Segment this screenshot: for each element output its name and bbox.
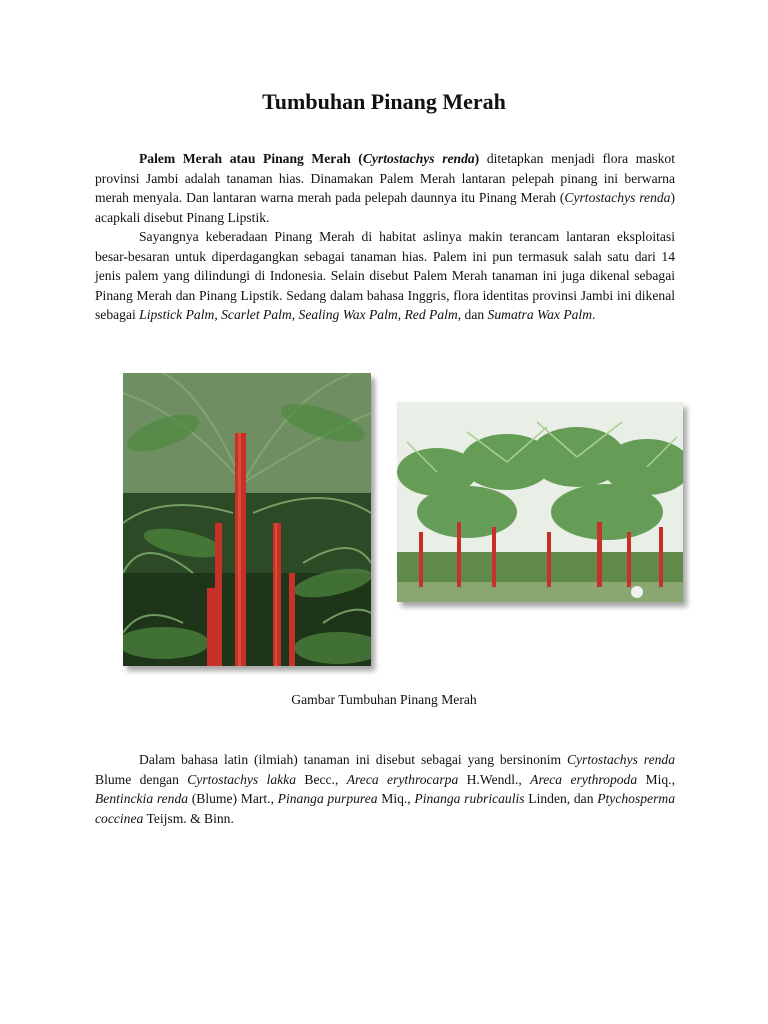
- english-name: Red Palm: [404, 307, 458, 322]
- english-name: Sealing Wax Palm: [298, 307, 398, 322]
- palm-closeup-image: [123, 373, 371, 666]
- lead-bold: Palem Merah atau Pinang Merah (Cyrtostachys renda): [139, 151, 480, 166]
- palm-photo-closeup: [123, 373, 371, 666]
- paragraph-1: Palem Merah atau Pinang Merah (Cyrtostachys renda) ditetapkan menjadi flora maskot provinsi Jambi adalah tanaman hias. Dinamakan Palem Merah lantaran pelepah pinang ini berwarna merah menyala. Dan lantaran warna merah pada pelepah daunnya itu Pinang Merah (Cyrtostachys renda) acapkali disebut Pinang Lipstik.: [95, 151, 675, 225]
- english-name: Scarlet Palm: [221, 307, 292, 322]
- intro-section: [95, 149, 675, 325]
- paragraph-3: Dalam bahasa latin (ilmiah) tanaman ini disebut sebagai yang bersinonim Cyrtostachys renda Blume dengan Cyrtostachys lakka Becc., Areca erythrocarpa H.Wendl., Areca erythropoda Miq., Bentinckia renda (Blume) Mart., Pinanga purpurea Miq., Pinanga rubricaulis Linden, dan Ptychosperma coccinea Teijsm. & Binn.: [95, 752, 676, 826]
- page-title: Tumbuhan Pinang Merah: [262, 89, 506, 114]
- palm-garden-image: [397, 402, 683, 602]
- english-name: Sumatra Wax Palm: [487, 307, 593, 322]
- paragraph-2: Sayangnya keberadaan Pinang Merah di habitat aslinya makin terancam lantaran eksploitasi besar-besaran untuk diperdagangkan sebagai tanaman hias. Palem ini pun termasuk salah satu dari 14 jenis palem yang dilindungi di Indonesia. Selain disebut Palem Merah tanaman ini juga dikenal sebagai Pinang Merah dan Pinang Lipstik. Sedang dalam bahasa Inggris, flora identitas provinsi Jambi ini dikenal sebagai Lipstick Palm, Scarlet Palm, Sealing Wax Palm, Red Palm, dan Sumatra Wax Palm.: [95, 229, 675, 322]
- figure-caption: Gambar Tumbuhan Pinang Merah: [291, 692, 477, 707]
- english-name: Lipstick Palm: [139, 307, 215, 322]
- synonym-section: [95, 750, 675, 828]
- palm-photo-garden: [397, 402, 683, 602]
